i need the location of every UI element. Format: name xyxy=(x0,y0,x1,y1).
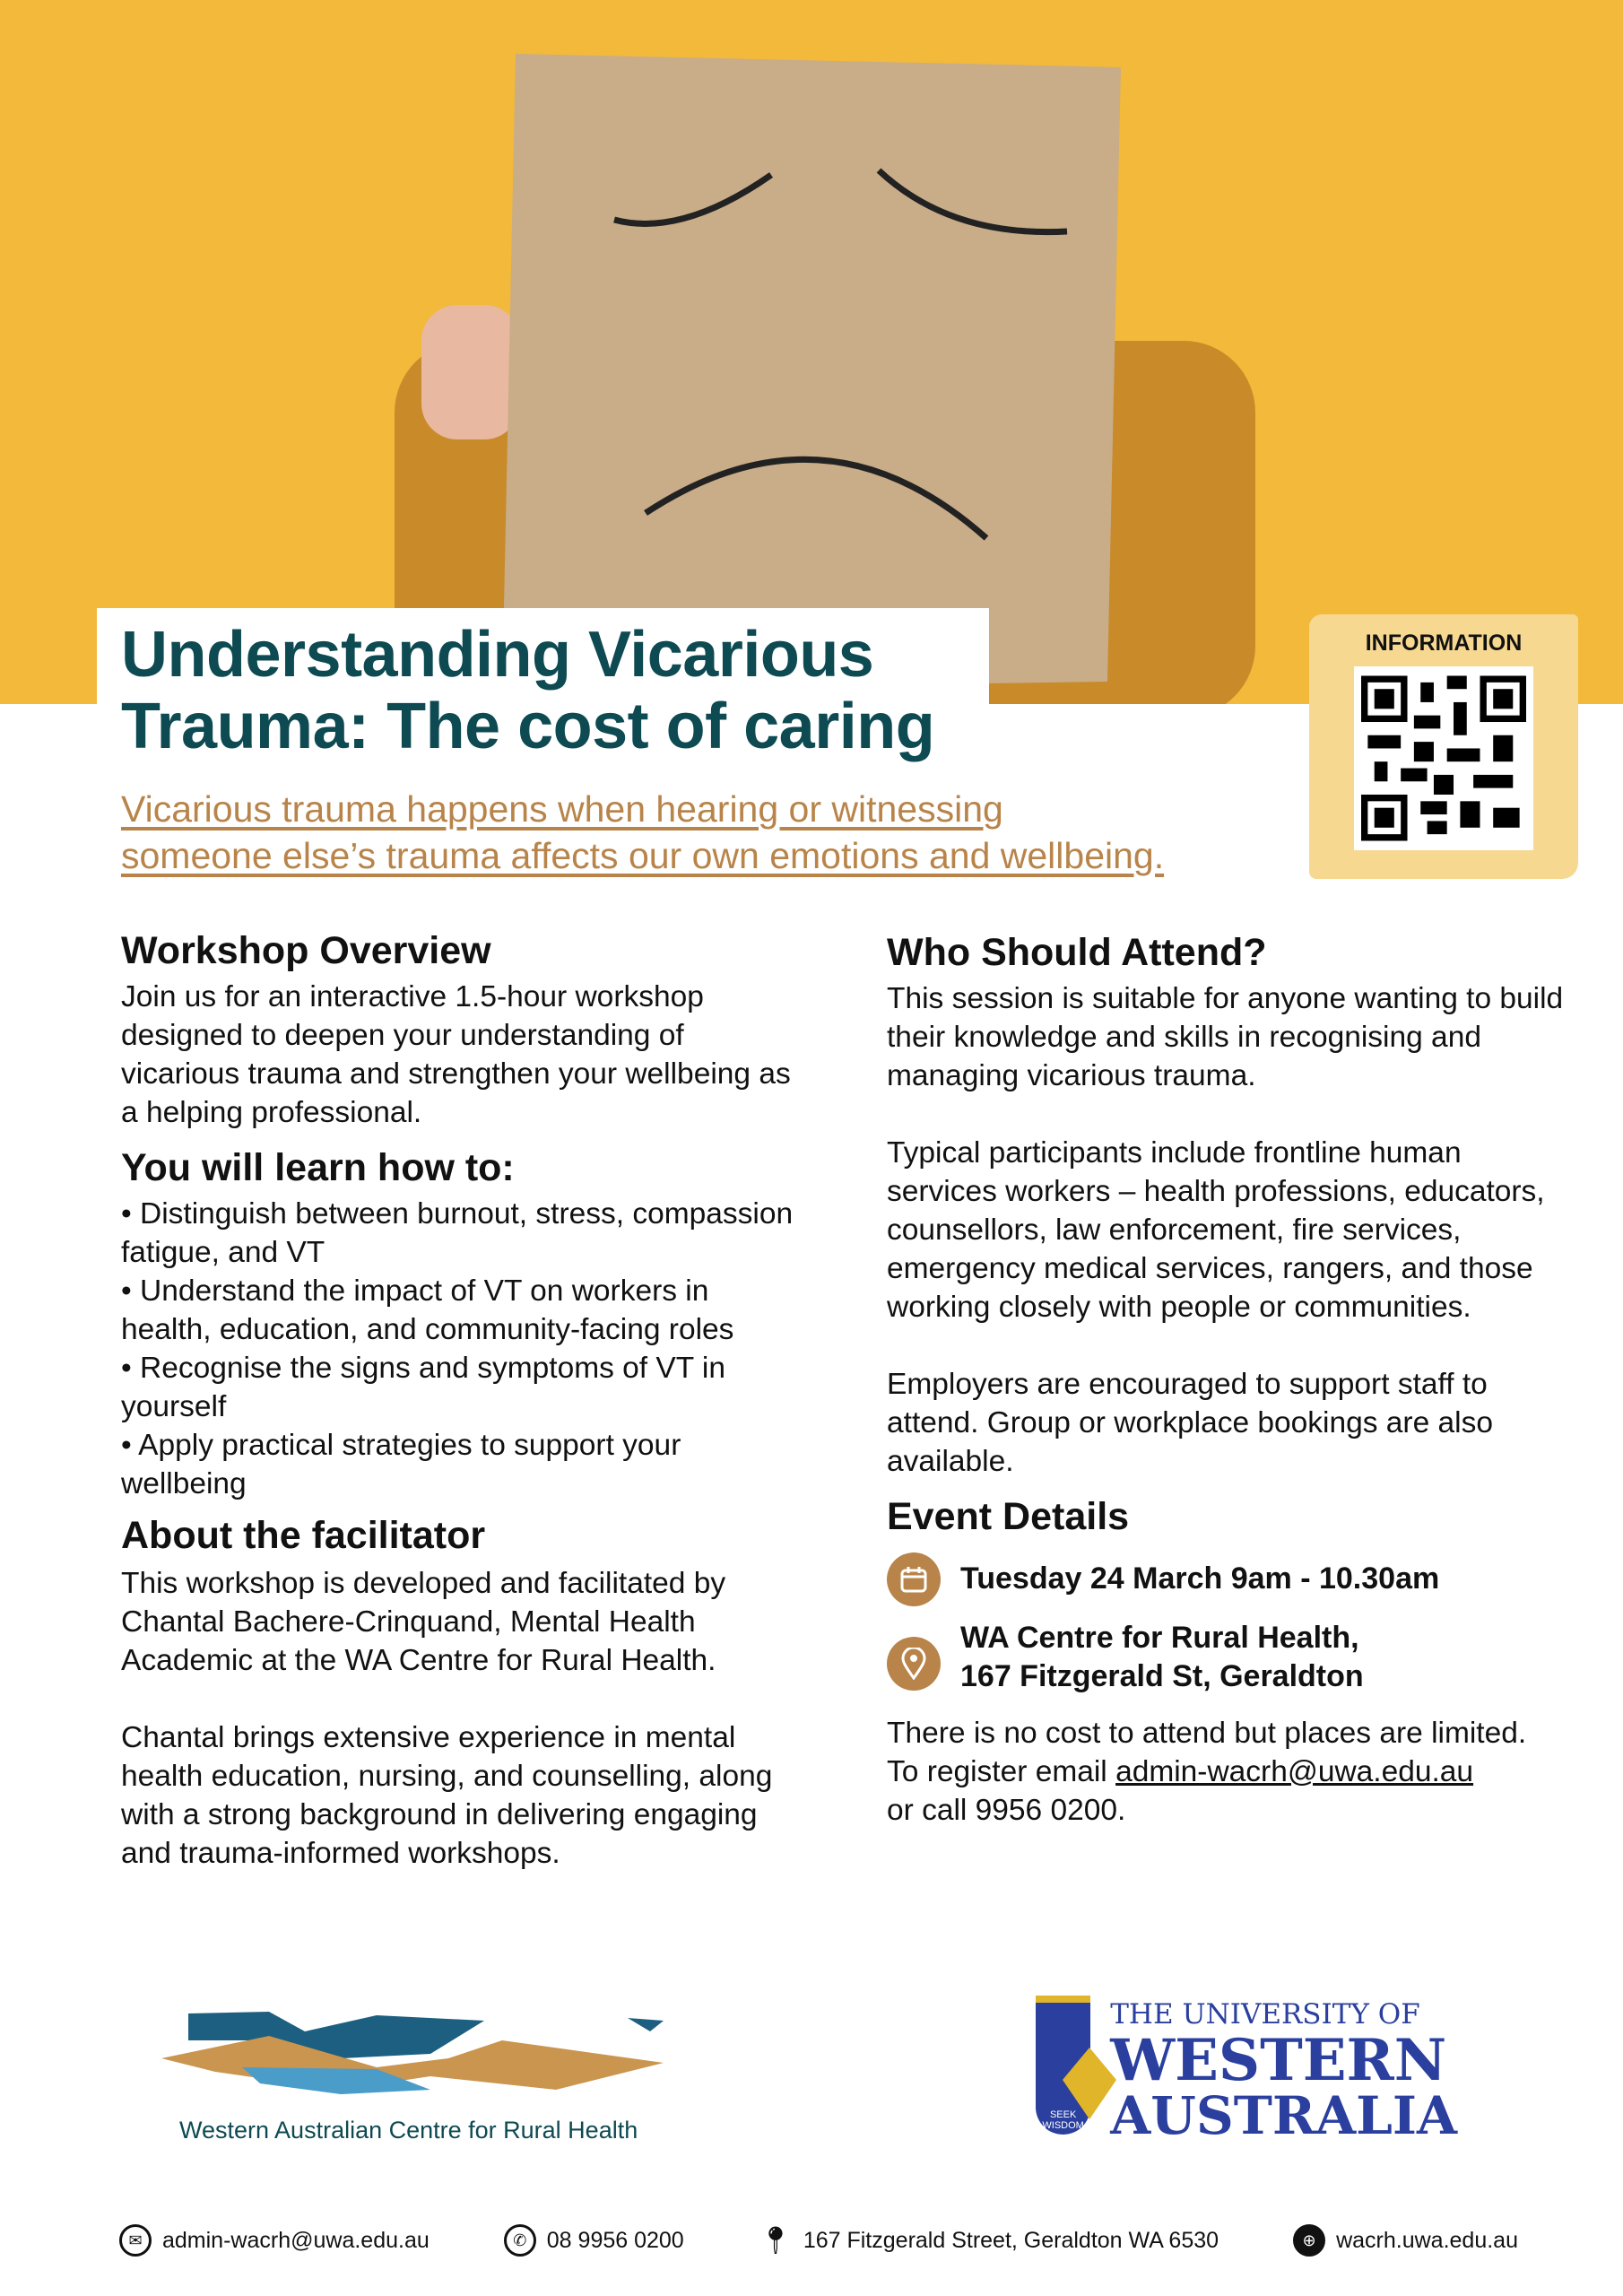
email-icon: ✉ xyxy=(119,2224,152,2257)
list-item: • Understand the impact of VT on workers in health, education, and community-facing roles xyxy=(121,1274,734,1346)
venue-line: WA Centre for Rural Health, xyxy=(960,1621,1359,1655)
sad-face-box-illustration xyxy=(0,0,1623,704)
footer-website[interactable]: wacrh.uwa.edu.au xyxy=(1336,2227,1518,2253)
list-item: • Apply practical strategies to support your wellbeing xyxy=(121,1429,681,1500)
subtitle xyxy=(121,786,1164,879)
subtitle-line: someone else’s trauma affects our own emotions and wellbeing. xyxy=(121,835,1165,876)
phone-icon: ✆ xyxy=(504,2224,536,2257)
qr-code[interactable] xyxy=(1354,666,1533,850)
location-pin-icon xyxy=(887,1637,941,1691)
title-line: Trauma: The cost of caring xyxy=(121,691,935,762)
qr-label: INFORMATION xyxy=(1365,631,1523,656)
register-prefix: To register email xyxy=(887,1755,1116,1788)
uwa-line: WESTERN xyxy=(1110,2027,1447,2094)
right-column xyxy=(887,929,1577,1830)
facilitator-text: Chantal brings extensive experience in mental health education, nursing, and counselling, along with a strong background in delivering engaging and trauma-informed workshops. xyxy=(121,1721,773,1870)
calendar-icon xyxy=(887,1552,941,1606)
facilitator-text: This workshop is developed and facilitated by Chantal Bachere-Crinquand, Mental Health Academic at the WA Centre for Rural Health. xyxy=(121,1567,726,1677)
register-email-link[interactable]: admin-wacrh@uwa.edu.au xyxy=(1115,1755,1474,1788)
attend-text: This session is suitable for anyone wanting to build their knowledge and skills in recognising and managing vicarious trauma. xyxy=(887,982,1564,1092)
footer-phone[interactable]: 08 9956 0200 xyxy=(546,2227,684,2253)
title-line: Understanding Vicarious xyxy=(121,619,874,691)
event-venue xyxy=(887,1619,1577,1696)
learn-heading: You will learn how to: xyxy=(121,1146,515,1189)
page-title xyxy=(121,619,934,762)
workshop-overview-text: Join us for an interactive 1.5-hour workshop designed to deepen your understanding of vicarious trauma and strengthen your wellbeing as a helping professional. xyxy=(121,980,791,1129)
who-should-attend-heading: Who Should Attend? xyxy=(887,931,1267,974)
register-text xyxy=(887,1752,1577,1791)
list-item: • Distinguish between burnout, stress, compassion fatigue, and VT xyxy=(121,1197,794,1269)
workshop-overview-heading: Workshop Overview xyxy=(121,929,491,972)
uwa-line: THE UNIVERSITY OF xyxy=(1110,1998,1420,2031)
subtitle-line: Vicarious trauma happens when hearing or witnessing xyxy=(121,788,1003,830)
facilitator-heading: About the facilitator xyxy=(121,1514,486,1557)
uwa-logo xyxy=(1036,1996,1457,2146)
hero-photo xyxy=(0,0,1623,704)
event-date xyxy=(887,1552,1577,1606)
attend-text: Employers are encouraged to support staff to attend. Group or workplace bookings are also available. xyxy=(887,1368,1493,1478)
footer-address: 167 Fitzgerald Street, Geraldton WA 6530 xyxy=(803,2227,1219,2253)
globe-icon: ⊕ xyxy=(1293,2224,1325,2257)
location-pin-icon: 📍︎ xyxy=(758,2225,793,2256)
list-item: • Recognise the signs and symptoms of VT in yourself xyxy=(121,1352,725,1423)
event-details-heading: Event Details xyxy=(887,1495,1130,1538)
footer-email[interactable]: admin-wacrh@uwa.edu.au xyxy=(162,2227,430,2253)
event-date-text: Tuesday 24 March 9am - 10.30am xyxy=(960,1561,1440,1596)
call-text: or call 9956 0200. xyxy=(887,1794,1126,1827)
wacrh-logo xyxy=(161,2005,681,2148)
uwa-crest-icon xyxy=(1036,1996,1090,2135)
footer xyxy=(119,2215,1518,2266)
attend-text: Typical participants include frontline human services workers – health professions, educators, counsellors, law enforcement, fire services, emergency medical services, rangers, and those working closely with people or communities. xyxy=(887,1136,1545,1324)
venue-line: 167 Fitzgerald St, Geraldton xyxy=(960,1659,1364,1693)
learn-list xyxy=(121,1195,803,1503)
wacrh-logo-text: Western Australian Centre for Rural Health xyxy=(179,2117,638,2144)
left-column xyxy=(121,927,803,1873)
qr-panel[interactable] xyxy=(1309,614,1578,879)
uwa-motto: SEEK WISDOM xyxy=(1042,2109,1084,2131)
uwa-line: AUSTRALIA xyxy=(1110,2085,1457,2146)
cost-text: There is no cost to attend but places are limited. xyxy=(887,1717,1527,1750)
